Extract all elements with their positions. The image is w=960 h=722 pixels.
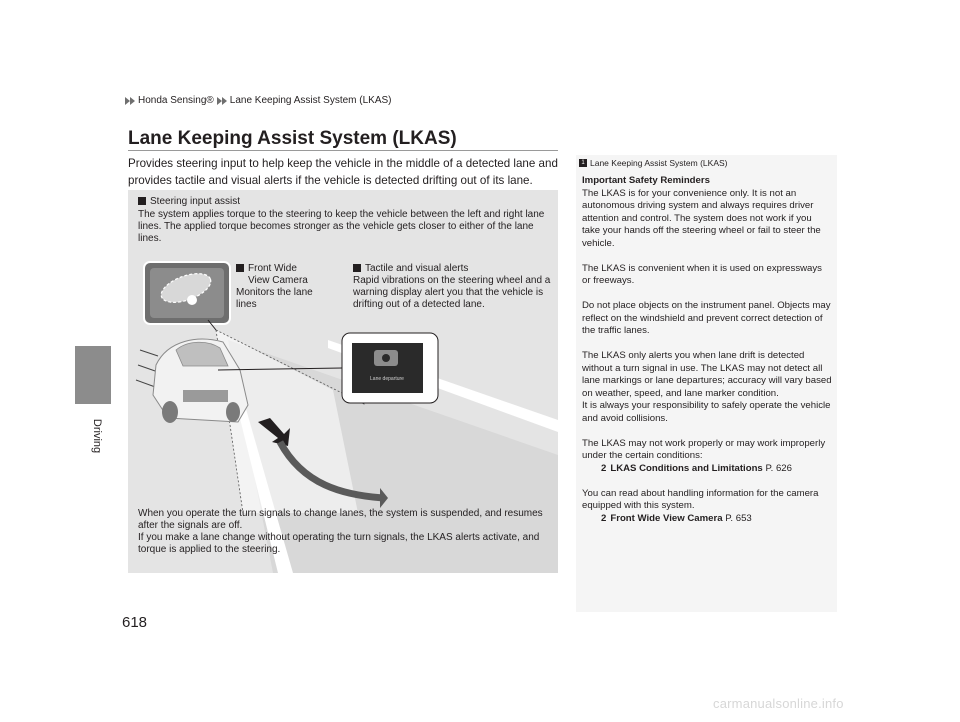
sidebar-paragraph: The LKAS only alerts you when lane drift is detected without a turn signal in use. The LKAS may not detect all lane markings or lane departures; accuracy will vary based on weather, speed, and lane marker condition.: [582, 350, 832, 399]
sidebar-paragraph: You can read about handling information for the camera equipped with this system. 2 Front Wide View Camera P. 653: [582, 488, 832, 526]
sidebar-paragraph: The LKAS may not work properly or may work improperly under the certain conditions: 2 LKAS Conditions and Limitations P. 626: [582, 438, 832, 476]
breadcrumb-arrow-icon: [125, 97, 135, 105]
title-divider: [128, 150, 558, 151]
breadcrumb: [125, 95, 392, 106]
note-badge: 1: [579, 159, 587, 167]
bullet-square-icon: [236, 264, 244, 272]
safety-title: Important Safety Reminders: [582, 175, 710, 186]
notes-sidebar: [576, 155, 837, 612]
figure-description: The system applies torque to the steering to keep the vehicle between the left and right lane lines. The applied torque becomes stronger as the vehicle gets closer to either of the lane lines.: [138, 209, 545, 244]
figure-footer: When you operate the turn signals to change lanes, the system is suspended, and resumes after the signals are off. If you make a lane change without operating the turn signals, the LKAS alerts activate, and torque is applied to the steering.: [138, 508, 543, 555]
sidebar-body: [582, 175, 832, 538]
display-callout: [342, 333, 438, 403]
motion-line: [140, 350, 158, 356]
sidebar-paragraph: The LKAS is convenient when it is used on expressways or freeways.: [582, 262, 822, 286]
camera-icon: [187, 295, 197, 305]
page-title: Lane Keeping Assist System (LKAS): [128, 128, 457, 149]
bullet-square-icon: [138, 197, 146, 205]
chapter-tab: [75, 346, 111, 404]
bullet-square-icon: [353, 264, 361, 272]
page-number: 618: [122, 614, 148, 631]
display-text: Lane departure: [370, 376, 404, 382]
breadcrumb-arrow-icon: [217, 97, 227, 105]
intro-text: Provides steering input to help keep the vehicle in the middle of a detected lane and provides tactile and visual alerts if the vehicle is detected drifting out of its lane.: [128, 157, 558, 187]
camera-label: Front Wide View Camera Monitors the lane lines: [236, 263, 313, 310]
camera-callout: [144, 262, 230, 324]
sidebar-paragraph: It is always your responsibility to safely operate the vehicle and avoid collisions.: [582, 400, 831, 424]
sidebar-heading: 1 Lane Keeping Assist System (LKAS): [579, 158, 728, 168]
watermark: carmanualsonline.info: [713, 696, 844, 711]
breadcrumb-item-honda-sensing[interactable]: Honda Sensing®: [138, 95, 214, 106]
figure-heading: Steering input assist: [138, 196, 240, 207]
lkas-illustration: [128, 190, 558, 573]
reference-link-front-camera[interactable]: 2 Front Wide View Camera P. 653: [601, 512, 752, 524]
sidebar-paragraph: Do not place objects on the instrument panel. Objects may reflect on the windshield and prevent correct detection of the traffic lanes.: [582, 300, 831, 336]
sidebar-paragraph: The LKAS is for your convenience only. It is not an autonomous driving system and always requires driver attention and control. The system does not work if you take your hands off the steering wheel or fail to steer the vehicle.: [582, 187, 821, 249]
alerts-label: Tactile and visual alerts Rapid vibrations on the steering wheel and a warning display alert you that the vehicle is drifting out of a detected lane.: [353, 263, 551, 310]
breadcrumb-item-lkas[interactable]: Lane Keeping Assist System (LKAS): [229, 95, 392, 106]
reference-link-lkas-conditions[interactable]: 2 LKAS Conditions and Limitations P. 626: [601, 462, 792, 474]
